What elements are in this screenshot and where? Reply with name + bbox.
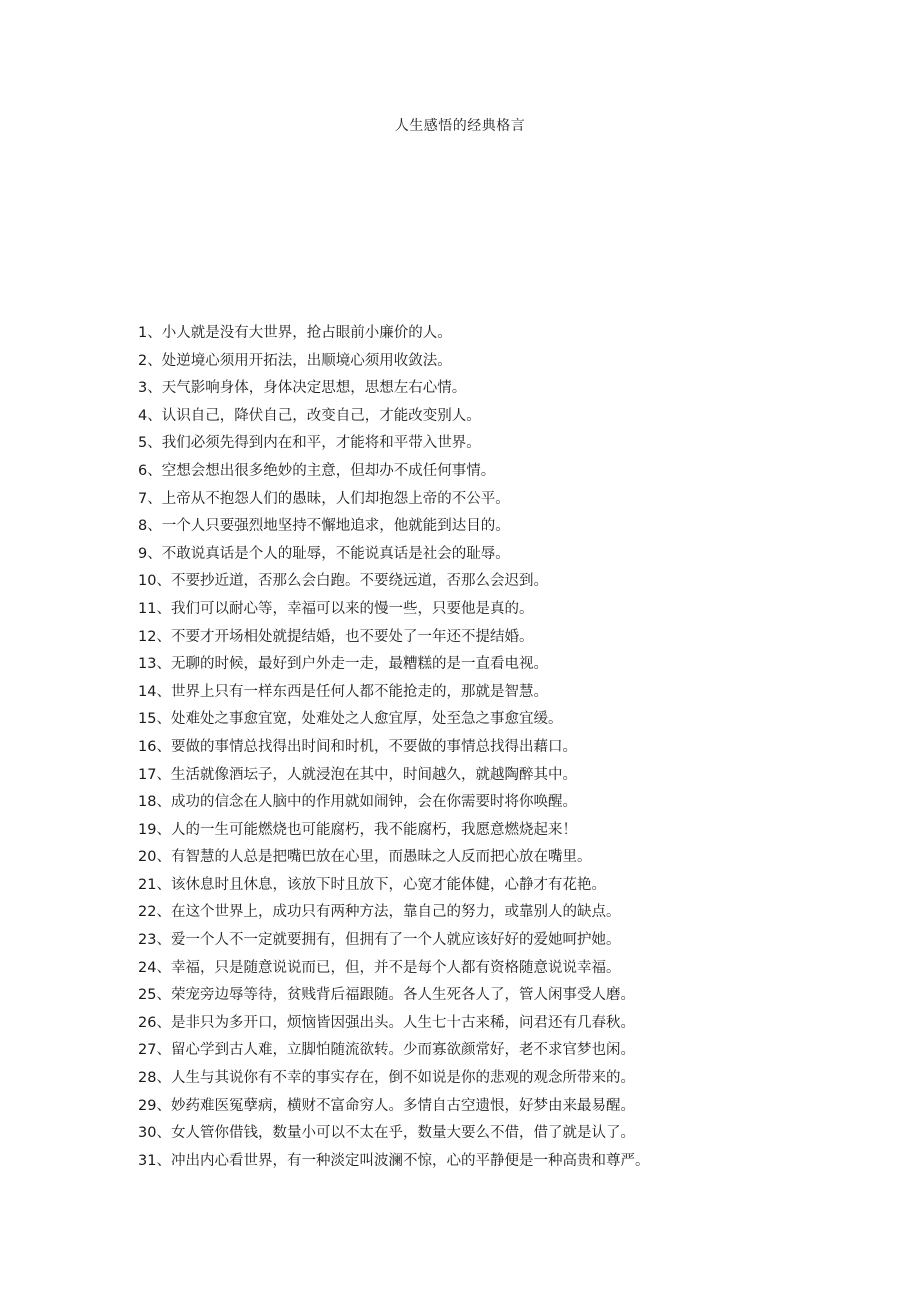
list-item bbox=[138, 792, 878, 820]
list-item bbox=[138, 654, 878, 682]
list-item-number: 19、 bbox=[138, 821, 171, 838]
list-item-text: 无聊的时候，最好到户外走一走，最糟糕的是一直看电视。 bbox=[170, 656, 548, 673]
list-item-number: 7、 bbox=[138, 490, 162, 507]
list-item bbox=[138, 1068, 878, 1096]
list-item-number: 1、 bbox=[138, 325, 162, 341]
list-item bbox=[138, 516, 878, 544]
list-item-text: 妙药难医冤孽病，横财不富命穷人。多情自古空遗恨，好梦由来最易醒。 bbox=[170, 1097, 635, 1114]
list-item-text: 人生与其说你有不幸的事实存在，倒不如说是你的悲观的观念所带来的。 bbox=[170, 1070, 635, 1087]
list-item-number: 17、 bbox=[138, 766, 171, 783]
list-item-text: 小人就是没有大世界，抢占眼前小廉价的人。 bbox=[161, 325, 452, 341]
list-item bbox=[138, 433, 878, 461]
list-item bbox=[138, 544, 878, 572]
list-item bbox=[138, 875, 878, 903]
list-item-number: 25、 bbox=[138, 987, 171, 1004]
list-item bbox=[138, 682, 878, 710]
list-item-text: 女人管你借钱，数量小可以不太在乎，数量大要么不借，借了就是认了。 bbox=[170, 1125, 635, 1142]
document-title: 人生感悟的经典格言 bbox=[394, 118, 526, 134]
list-item-number: 8、 bbox=[138, 518, 162, 535]
list-item-number: 3、 bbox=[138, 380, 162, 397]
list-item-text: 要做的事情总找得出时间和时机，不要做的事情总找得出藉口。 bbox=[170, 738, 577, 755]
list-item-text: 有智慧的人总是把嘴巴放在心里，而愚昧之人反而把心放在嘴里。 bbox=[170, 849, 592, 866]
list-item-text: 该休息时且休息，该放下时且放下，心宽才能体健，心静才有花艳。 bbox=[170, 876, 606, 893]
list-item bbox=[138, 709, 878, 737]
list-item-text: 不要才开场相处就提结婚，也不要处了一年还不提结婚。 bbox=[170, 628, 534, 645]
list-item-number: 27、 bbox=[138, 1042, 171, 1059]
list-item-text: 是非只为多开口，烦恼皆因强出头。人生七十古来稀，问君还有几春秋。 bbox=[170, 1014, 635, 1031]
list-item-text: 荣宠旁边辱等待，贫贱背后福跟随。各人生死各人了，管人闲事受人磨。 bbox=[170, 987, 635, 1004]
list-item-text: 不敢说真话是个人的耻辱，不能说真话是社会的耻辱。 bbox=[161, 545, 510, 562]
list-item bbox=[138, 489, 878, 517]
list-item-number: 9、 bbox=[138, 545, 162, 562]
list-item-number: 16、 bbox=[138, 738, 171, 755]
list-item-text: 一个人只要强烈地坚持不懈地追求，他就能到达目的。 bbox=[161, 518, 510, 535]
list-item bbox=[138, 1096, 878, 1124]
list-item-text: 在这个世界上，成功只有两种方法，靠自己的努力，或靠别人的缺点。 bbox=[170, 904, 621, 921]
list-item-number: 15、 bbox=[138, 711, 171, 728]
list-item bbox=[138, 627, 878, 655]
list-item bbox=[138, 351, 878, 379]
list-item-number: 26、 bbox=[138, 1014, 171, 1031]
list-item-number: 18、 bbox=[138, 794, 171, 811]
list-item bbox=[138, 820, 878, 848]
list-item bbox=[138, 902, 878, 930]
list-item-text: 我们必须先得到内在和平，才能将和平带入世界。 bbox=[161, 435, 481, 452]
list-item-number: 11、 bbox=[138, 600, 171, 617]
list-item-number: 24、 bbox=[138, 959, 171, 976]
list-item bbox=[138, 1123, 878, 1151]
list-item-text: 处逆境心须用开拓法，出顺境心须用收敛法。 bbox=[161, 352, 452, 369]
list-item-number: 5、 bbox=[138, 435, 162, 452]
list-item bbox=[138, 930, 878, 958]
list-item-number: 2、 bbox=[138, 352, 162, 369]
list-item bbox=[138, 1151, 878, 1179]
list-item-number: 4、 bbox=[138, 407, 162, 424]
list-item-text: 空想会想出很多绝妙的主意，但却办不成任何事情。 bbox=[161, 462, 496, 479]
list-item bbox=[138, 985, 878, 1013]
list-item-number: 22、 bbox=[138, 904, 171, 921]
list-item-number: 29、 bbox=[138, 1097, 171, 1114]
list-item bbox=[138, 765, 878, 793]
list-item-text: 留心学到古人难，立脚怕随流欲转。少而寡欲颜常好，老不求官梦也闲。 bbox=[170, 1042, 635, 1059]
list-item-number: 30、 bbox=[138, 1125, 171, 1142]
quote-list bbox=[138, 323, 878, 1178]
list-item-number: 28、 bbox=[138, 1070, 171, 1087]
list-item-text: 冲出内心看世界，有一种淡定叫波澜不惊，心的平静便是一种高贵和尊严。 bbox=[170, 1152, 650, 1169]
list-item-number: 20、 bbox=[138, 849, 171, 866]
list-item bbox=[138, 378, 878, 406]
list-item bbox=[138, 1013, 878, 1041]
list-item-number: 23、 bbox=[138, 932, 171, 949]
list-item-number: 21、 bbox=[138, 876, 171, 893]
list-item bbox=[138, 1040, 878, 1068]
list-item-text: 人的一生可能燃烧也可能腐朽，我不能腐朽，我愿意燃烧起来！ bbox=[170, 821, 577, 838]
list-item-text: 生活就像酒坛子，人就浸泡在其中，时间越久，就越陶醉其中。 bbox=[170, 766, 577, 783]
list-item-number: 31、 bbox=[138, 1152, 171, 1169]
list-item-text: 爱一个人不一定就要拥有，但拥有了一个人就应该好好的爱她呵护她。 bbox=[170, 932, 621, 949]
list-item-text: 世界上只有一样东西是任何人都不能抢走的，那就是智慧。 bbox=[170, 683, 548, 700]
list-item-number: 14、 bbox=[138, 683, 171, 700]
list-item bbox=[138, 599, 878, 627]
list-item-number: 10、 bbox=[138, 573, 171, 590]
list-item bbox=[138, 461, 878, 489]
list-item bbox=[138, 737, 878, 765]
list-item bbox=[138, 323, 878, 351]
list-item-number: 13、 bbox=[138, 656, 171, 673]
list-item-text: 上帝从不抱怨人们的愚昧，人们却抱怨上帝的不公平。 bbox=[161, 490, 510, 507]
list-item-number: 12、 bbox=[138, 628, 171, 645]
list-item bbox=[138, 571, 878, 599]
list-item-number: 6、 bbox=[138, 462, 162, 479]
list-item bbox=[138, 406, 878, 434]
list-item-text: 不要抄近道，否那么会白跑。不要绕远道，否那么会迟到。 bbox=[170, 573, 548, 590]
list-item-text: 幸福，只是随意说说而已，但，并不是每个人都有资格随意说说幸福。 bbox=[170, 959, 621, 976]
list-item bbox=[138, 958, 878, 986]
list-item-text: 天气影响身体，身体决定思想，思想左右心情。 bbox=[161, 380, 467, 397]
list-item-text: 成功的信念在人脑中的作用就如闹钟，会在你需要时将你唤醒。 bbox=[170, 794, 577, 811]
list-item bbox=[138, 847, 878, 875]
list-item-text: 我们可以耐心等，幸福可以来的慢一些，只要他是真的。 bbox=[170, 600, 534, 617]
list-item-text: 处难处之事愈宜宽，处难处之人愈宜厚，处至急之事愈宜缓。 bbox=[170, 711, 563, 728]
list-item-text: 认识自己，降伏自己，改变自己，才能改变别人。 bbox=[161, 407, 481, 424]
